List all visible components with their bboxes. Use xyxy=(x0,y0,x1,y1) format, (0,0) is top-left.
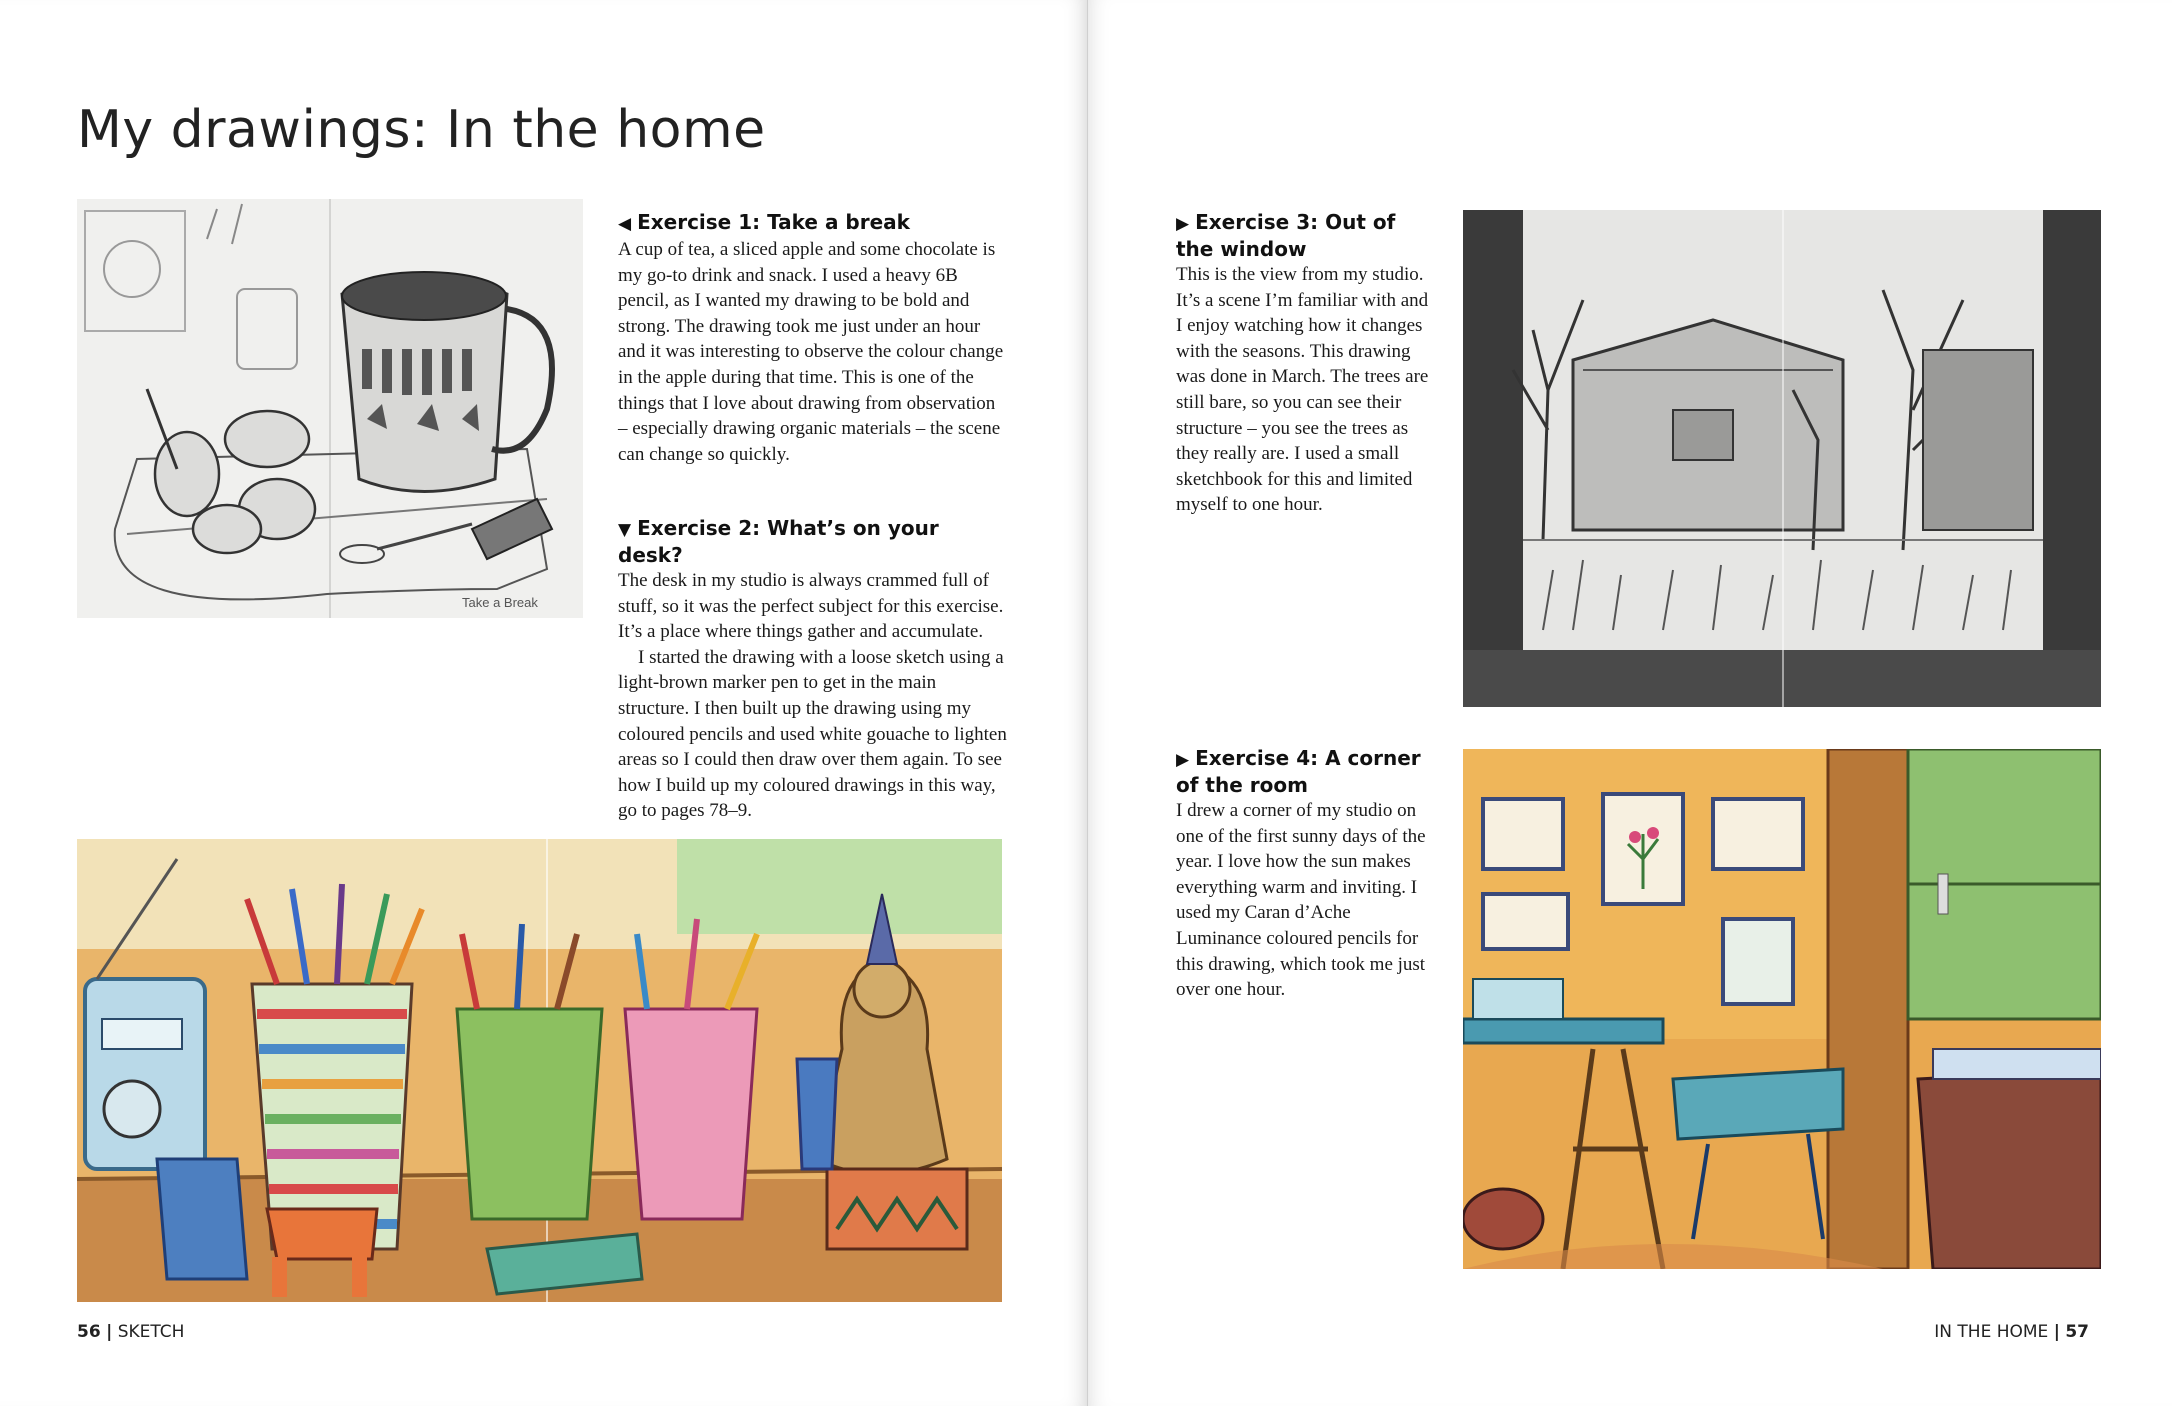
left-page-number: 56 xyxy=(77,1322,101,1342)
exercise-2 xyxy=(618,516,1008,824)
exercise-1-body: A cup of tea, a sliced apple and some chocolate is my go-to drink and snack. I used a heavy 6B pencil, as I wanted my drawing to be bold and strong. The drawing took me just under an hour and it was interesting to observe the colour change in the apple during that time. This is one of the things that I love about drawing from observation – especially drawing organic materials – the scene can change so quickly. xyxy=(618,239,1004,465)
exercise-2-body: The desk in my studio is always crammed full of stuff, so it was the perfect subject for this exercise. It’s a place where things gather and accumulate. I started the drawing with a loose sketch using a light-brown marker pen to get in the main structure. I then built up the drawing using my coloured pencils and used white gouache to lighten areas so I could then draw over them again. To see how I build up my coloured drawings in this way, go to pages 78–9. xyxy=(618,570,1007,822)
right-page xyxy=(1088,0,2172,1406)
exercise-3-body: This is the view from my studio. It’s a scene I’m familiar with and I enjoy watching how it changes with the seasons. This drawing was done in March. The trees are still bare, so you can see their structure – you see the trees as they really are. I used a small sketchbook for this and limited myself to one hour. xyxy=(1176,264,1429,516)
right-arrow-icon: ▶ xyxy=(1176,214,1190,234)
down-arrow-icon: ▼ xyxy=(618,520,632,540)
window-view-pencil-drawing xyxy=(1463,210,2101,707)
tea-break-pencil-drawing xyxy=(77,199,583,618)
right-folio: IN THE HOME | 57 xyxy=(1934,1322,2089,1342)
left-running-head: SKETCH xyxy=(117,1322,185,1342)
page-title: My drawings: In the home xyxy=(77,100,766,160)
exercise-1-title: ◀ Exercise 1: Take a break xyxy=(618,210,1008,237)
exercise-1 xyxy=(618,210,1008,467)
exercise-2-title: ▼ Exercise 2: What’s on your desk? xyxy=(618,516,939,567)
left-folio: 56 | SKETCH xyxy=(77,1322,185,1342)
exercise-4-title: ▶ Exercise 4: A corner of the room xyxy=(1176,746,1421,797)
sketch-caption: Take a Break xyxy=(462,595,538,610)
exercise-4-body: I drew a corner of my studio on one of the first sunny days of the year. I love how the sun makes everything warm and inviting. I used my Caran d’Ache Luminance coloured pencils for this drawing, which took me just over one hour. xyxy=(1176,800,1426,1001)
exercise-3-title: ▶ Exercise 3: Out of the window xyxy=(1176,210,1396,261)
desk-coloured-drawing xyxy=(77,839,1002,1302)
exercise-4 xyxy=(1176,746,1438,1003)
right-running-head: IN THE HOME xyxy=(1934,1322,2049,1342)
right-arrow-icon: ▶ xyxy=(1176,750,1190,770)
room-corner-coloured-drawing xyxy=(1463,749,2101,1269)
left-arrow-icon: ◀ xyxy=(618,214,632,234)
right-page-number: 57 xyxy=(2065,1322,2089,1342)
exercise-3 xyxy=(1176,210,1438,518)
